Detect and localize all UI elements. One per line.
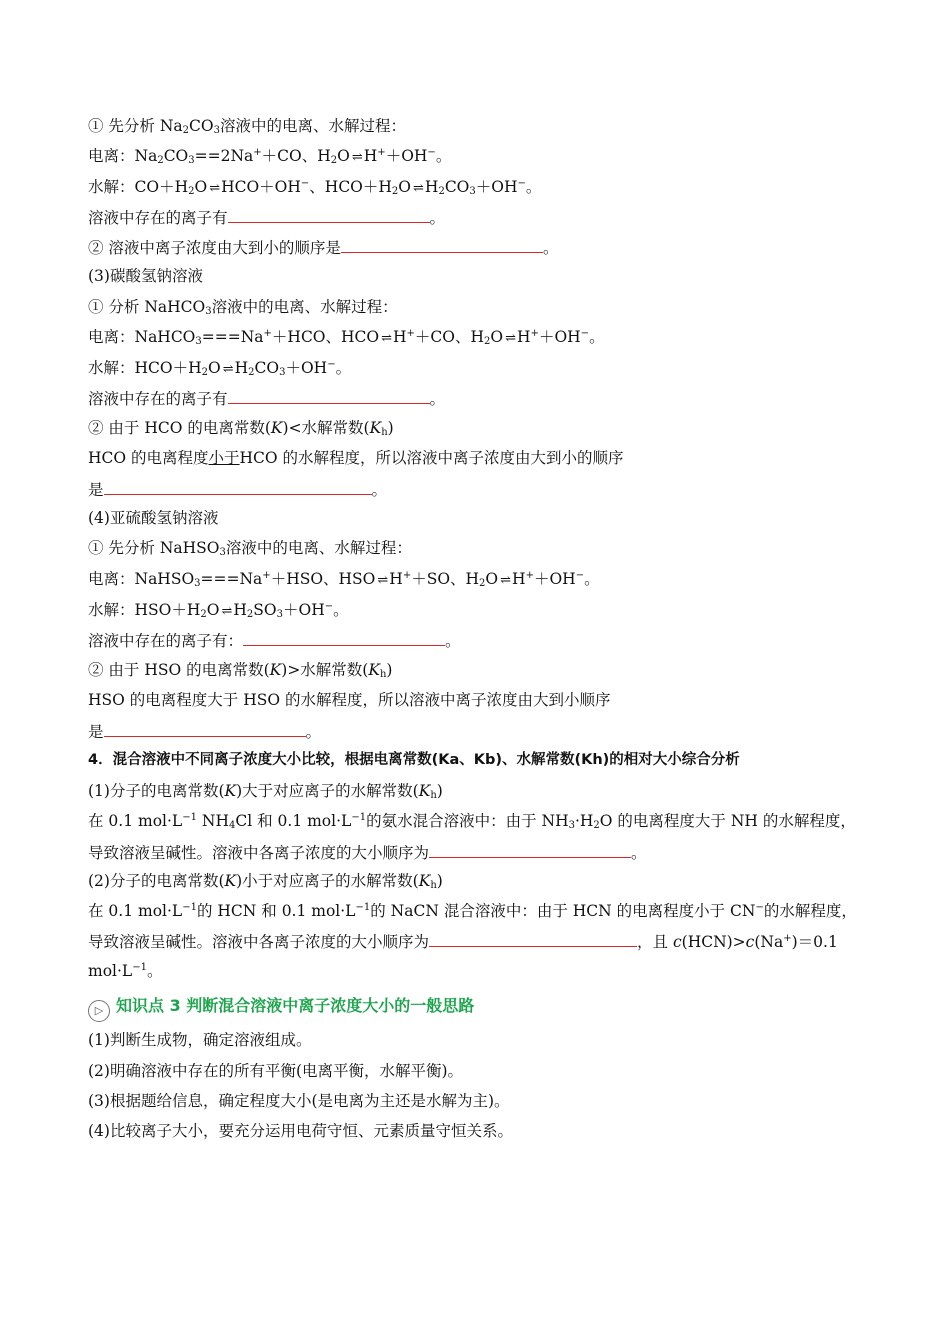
answer-blank[interactable] — [243, 630, 445, 646]
equilibrium-arrow-icon: ⇌ — [413, 181, 423, 196]
line-ions-present-1: 溶液中存在的离子有 。 — [88, 209, 446, 227]
line-hco-constants: ② 由于 HCO 的电离常数(K)<水解常数$(K_h)$ — [88, 419, 394, 438]
line-order-2: 是 。 — [88, 481, 388, 499]
line-case-1-text: 在 0.1 $mol\cdot L^{-1}$ $NH_4Cl$ 和 0.1 $mol\cdot L^{-1}$的氨水混合溶液中：由于 $NH_3\cdot H_2O$ 的电离程度大于 NH 的水解程度， — [88, 812, 856, 831]
line-na2co3-analysis: ① 先分析 $Na_2CO_3$溶液中的电离、水解过程： — [88, 117, 407, 136]
step-1: (1)判断生成物，确定溶液组成。 — [88, 1031, 312, 1049]
line-na2co3-hydrolysis: 水解：$CO+H_2O$ ⇌ HCO＋OH−、$HCO+H_2O$ ⇌ $H_2CO_3+OH^-$。 — [88, 178, 542, 197]
answer-blank[interactable] — [429, 842, 631, 858]
line-nahso3-analysis: ① 先分析 NaHSO$_3$溶液中的电离、水解过程： — [88, 539, 412, 558]
equilibrium-arrow-icon: ⇌ — [209, 181, 220, 196]
equilibrium-arrow-icon: ⇌ — [377, 573, 388, 588]
line-case-1-order: 导致溶液呈碱性。溶液中各离子浓度的大小顺序为 。 — [88, 844, 647, 862]
answer-blank[interactable] — [429, 931, 637, 947]
answer-blank[interactable] — [104, 721, 306, 737]
line-nahso3-hydrolysis: 水解：$HSO+H_2O$ ⇌ $H_2SO_3+OH^-$。 — [88, 601, 349, 620]
line-hco-degree: HCO 的电离程度小于HCO 的水解程度，所以溶液中离子浓度由大到小的顺序 — [88, 449, 624, 467]
equilibrium-arrow-icon: ⇌ — [222, 362, 233, 377]
step-2: (2)明确溶液中存在的所有平衡(电离平衡，水解平衡)。 — [88, 1062, 464, 1080]
answer-blank[interactable] — [104, 479, 372, 495]
knowledge-point-3-heading: ▷ 知识点 3 判断混合溶液中离子浓度大小的一般思路 — [88, 996, 474, 1022]
line-case-2-heading: (2)分子的电离常数(K)小于对应离子的水解常数$(K_h)$ — [88, 872, 443, 891]
line-ions-present-2: 溶液中存在的离子有 。 — [88, 390, 446, 408]
equilibrium-arrow-icon: ⇌ — [221, 604, 232, 619]
equilibrium-arrow-icon: ⇌ — [351, 150, 362, 165]
line-na2co3-ionization: 电离：$Na_2CO_3==2Na^++CO$、$H_2O$ ⇌ H+＋OH−。 — [88, 147, 452, 166]
line-order-3: 是 。 — [88, 723, 322, 741]
equilibrium-arrow-icon: ⇌ — [500, 573, 511, 588]
equilibrium-arrow-icon: ⇌ — [381, 331, 391, 346]
line-case-2-unit: $mol\cdot L^{-1}$。 — [88, 962, 163, 980]
line-case-2-text: 在 0.1 $mol\cdot L^{-1}$的 HCN 和 0.1 $mol\cdot L^{-1}$的 NaCN 混合溶液中：由于 HCN 的电离程度小于 CN−的水解程度， — [88, 902, 857, 920]
line-hso-degree: HSO 的电离程度大于 HSO 的水解程度，所以溶液中离子浓度由大到小顺序 — [88, 691, 611, 709]
line-hso-constants: ② 由于 HSO 的电离常数(K)>水解常数$(K_h)$ — [88, 661, 393, 680]
answer-blank[interactable] — [341, 237, 543, 253]
section-nahco3-heading: (3)碳酸氢钠溶液 — [88, 267, 203, 285]
line-nahso3-ionization: 电离：NaHSO$_3$===Na+＋HSO、HSO ⇌ H+＋SO、$H_2O$ ⇌ H+＋OH−。 — [88, 570, 600, 589]
line-case-1-heading: (1)分子的电离常数(K)大于对应离子的水解常数$(K_h)$ — [88, 782, 443, 801]
line-ions-present-3: 溶液中存在的离子有： 。 — [88, 632, 461, 650]
play-circle-icon: ▷ — [88, 1000, 110, 1022]
line-nahco3-hydrolysis: 水解：$HCO+H_2O$ ⇌ $H_2CO_3+OH^-$。 — [88, 359, 352, 378]
line-nahco3-ionization: 电离：NaHCO$_3$===Na+＋HCO、HCO ⇌ H+＋CO、$H_2O$ ⇌ H+＋OH−。 — [88, 328, 605, 347]
step-3: (3)根据题给信息，确定程度大小(是电离为主还是水解为主)。 — [88, 1092, 510, 1110]
step-4: (4)比较离子大小，要充分运用电荷守恒、元素质量守恒关系。 — [88, 1122, 513, 1140]
line-case-2-order: 导致溶液呈碱性。溶液中各离子浓度的大小顺序为 ，且 c(HCN)>c(Na+)＝0.1 — [88, 933, 838, 951]
answer-blank[interactable] — [228, 207, 430, 223]
section-4-heading: 4．混合溶液中不同离子浓度大小比较，根据电离常数(Ka、Kb)、水解常数(Kh)的相对大小综合分析 — [88, 752, 740, 768]
line-nahco3-analysis: ① 分析 NaHCO$_3$溶液中的电离、水解过程： — [88, 298, 398, 317]
answer-blank[interactable] — [228, 388, 430, 404]
line-order-1: ② 溶液中离子浓度由大到小的顺序是 。 — [88, 239, 559, 257]
section-nahso3-heading: (4)亚硫酸氢钠溶液 — [88, 509, 219, 527]
equilibrium-arrow-icon: ⇌ — [505, 331, 516, 346]
